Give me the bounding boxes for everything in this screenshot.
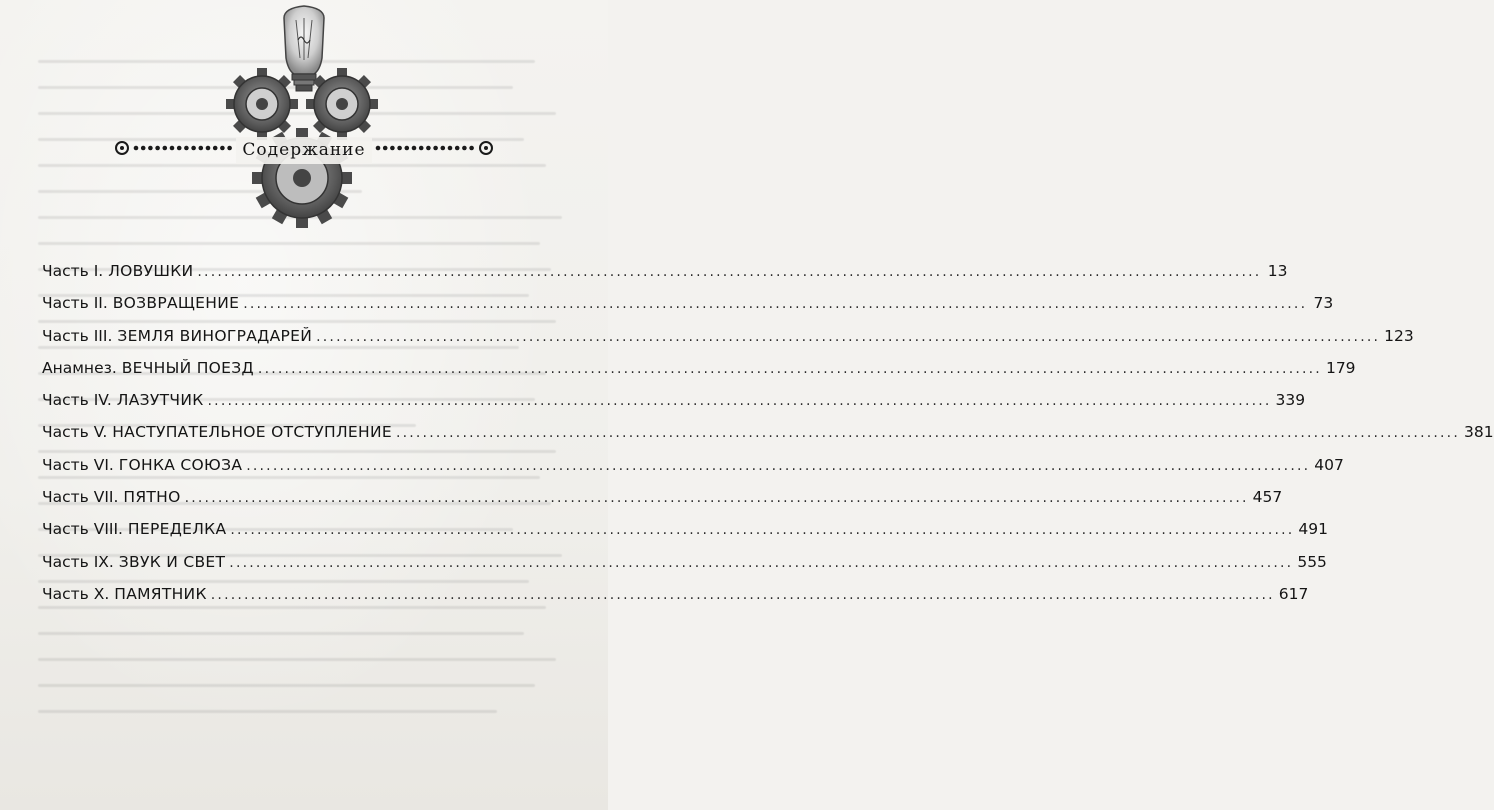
- toc-leader-dots: ................................................................................................................................................................: [210, 586, 1275, 603]
- rule-dot: [390, 146, 395, 151]
- gear-icon: [306, 68, 378, 140]
- page-title: Содержание: [236, 137, 372, 164]
- steampunk-ornament: [0, 0, 608, 240]
- toc-entry-label: [42, 262, 193, 280]
- toc-entry-title: ВОЗВРАЩЕНИЕ: [112, 294, 240, 313]
- toc-entry-prefix: Часть VI.: [42, 455, 114, 474]
- rule-dot: [141, 146, 146, 151]
- toc-entry-prefix: Часть X.: [42, 584, 110, 603]
- toc-entry-title: ПАМЯТНИК: [114, 584, 207, 603]
- rule-dot: [184, 146, 189, 151]
- toc-entry: [42, 391, 1306, 423]
- toc-leader-dots: ................................................................................................................................................................: [197, 264, 1262, 280]
- toc-leader-dots: ................................................................................................................................................................: [316, 328, 1381, 345]
- toc-entry: [42, 455, 1344, 488]
- table-of-contents: [42, 262, 1494, 617]
- rule-dot: [134, 146, 139, 151]
- toc-entry-prefix: Часть VII.: [42, 488, 119, 507]
- rule-dot: [383, 146, 388, 151]
- toc-entry-prefix: Анамнез.: [42, 358, 117, 377]
- rule-dot: [455, 146, 460, 151]
- toc-entry-prefix: Часть III.: [42, 326, 113, 345]
- rule-dot: [148, 146, 153, 151]
- toc-entry-page: 73: [1313, 294, 1334, 313]
- dotted-rule: [376, 146, 474, 151]
- toc-leader-dots: ................................................................................................................................................................: [243, 296, 1308, 313]
- toc-entry-page: 617: [1278, 584, 1309, 603]
- toc-entry-title: ВЕЧНЫЙ ПОЕЗД: [121, 358, 254, 377]
- toc-entry-label: [42, 327, 312, 345]
- rule-dot: [213, 146, 218, 151]
- toc-entry-label: [42, 456, 242, 474]
- toc-entry: [42, 358, 1356, 391]
- toc-entry-prefix: Часть VIII.: [42, 520, 123, 539]
- toc-entry-label: [42, 391, 204, 409]
- gear-icon: [226, 68, 298, 140]
- rule-dot: [177, 146, 182, 151]
- toc-entry-page: 179: [1325, 358, 1356, 377]
- toc-entry-label: [42, 520, 226, 538]
- rule-dot: [220, 146, 225, 151]
- rule-dot: [441, 146, 446, 151]
- toc-entry-title: ПЕРЕДЕЛКА: [127, 520, 227, 539]
- toc-entry: [42, 552, 1327, 585]
- toc-entry: [42, 262, 1288, 294]
- rule-dot: [191, 146, 196, 151]
- toc-entry: [42, 326, 1414, 359]
- toc-entry-prefix: Часть IV.: [42, 391, 112, 410]
- toc-entry: [42, 488, 1283, 520]
- toc-entry-label: [42, 585, 207, 603]
- toc-entry: [42, 294, 1334, 326]
- toc-leader-dots: ................................................................................................................................................................: [395, 425, 1460, 442]
- toc-entry-label: [42, 553, 225, 571]
- toc-entry-title: ЗЕМЛЯ ВИНОГРАДАРЕЙ: [117, 326, 313, 345]
- rule-dot: [419, 146, 424, 151]
- rule-dot: [412, 146, 417, 151]
- toc-leader-dots: ................................................................................................................................................................: [184, 490, 1249, 507]
- toc-entry-title: ЛАЗУТЧИК: [116, 391, 204, 410]
- toc-entry-prefix: Часть II.: [42, 294, 108, 313]
- toc-entry-label: [42, 423, 392, 441]
- toc-entry: [42, 584, 1309, 617]
- toc-entry-page: 491: [1298, 520, 1329, 539]
- toc-entry-label: [42, 294, 239, 312]
- toc-entry-prefix: Часть I.: [42, 262, 104, 280]
- toc-entry-title: ГОНКА СОЮЗА: [118, 455, 243, 474]
- rule-dot: [397, 146, 402, 151]
- rule-dot: [462, 146, 467, 151]
- toc-entry-page: 13: [1267, 262, 1288, 280]
- rule-dot: [163, 146, 168, 151]
- toc-leader-dots: ................................................................................................................................................................: [230, 522, 1295, 539]
- rule-dot: [170, 146, 175, 151]
- toc-entry-page: 457: [1252, 488, 1283, 507]
- rule-dot: [448, 146, 453, 151]
- toc-entry-page: 381: [1463, 423, 1494, 442]
- rule-dot: [155, 146, 160, 151]
- rule-dot: [426, 146, 431, 151]
- rule-dot: [405, 146, 410, 151]
- toc-entry-page: 123: [1384, 326, 1414, 345]
- toc-leader-dots: ................................................................................................................................................................: [246, 457, 1311, 474]
- toc-entry-page: 339: [1275, 391, 1306, 410]
- rule-dot: [199, 146, 204, 151]
- toc-entry-title: ЗВУК И СВЕТ: [118, 552, 226, 571]
- toc-entry: [42, 423, 1494, 455]
- toc-entry: [42, 520, 1329, 552]
- toc-leader-dots: ................................................................................................................................................................: [257, 360, 1322, 377]
- toc-entry-prefix: Часть V.: [42, 423, 108, 442]
- rule-dot: [469, 146, 474, 151]
- toc-entry-page: 555: [1297, 552, 1327, 571]
- toc-leader-dots: ................................................................................................................................................................: [229, 554, 1294, 571]
- rule-dot: [206, 146, 211, 151]
- toc-entry-title: ЛОВУШКИ: [108, 262, 194, 280]
- toc-entry-title: ПЯТНО: [123, 488, 181, 507]
- toc-entry-prefix: Часть IX.: [42, 552, 114, 571]
- rule-dot: [433, 146, 438, 151]
- toc-entry-label: [42, 359, 254, 377]
- toc-entry-label: [42, 488, 181, 506]
- toc-entry-title: НАСТУПАТЕЛЬНОЕ ОТСТУПЛЕНИЕ: [112, 423, 392, 442]
- toc-entry-page: 407: [1314, 455, 1344, 474]
- dotted-rule: [134, 146, 232, 151]
- rule-dot: [227, 146, 232, 151]
- toc-leader-dots: ................................................................................................................................................................: [207, 393, 1272, 410]
- rule-dot: [376, 146, 381, 151]
